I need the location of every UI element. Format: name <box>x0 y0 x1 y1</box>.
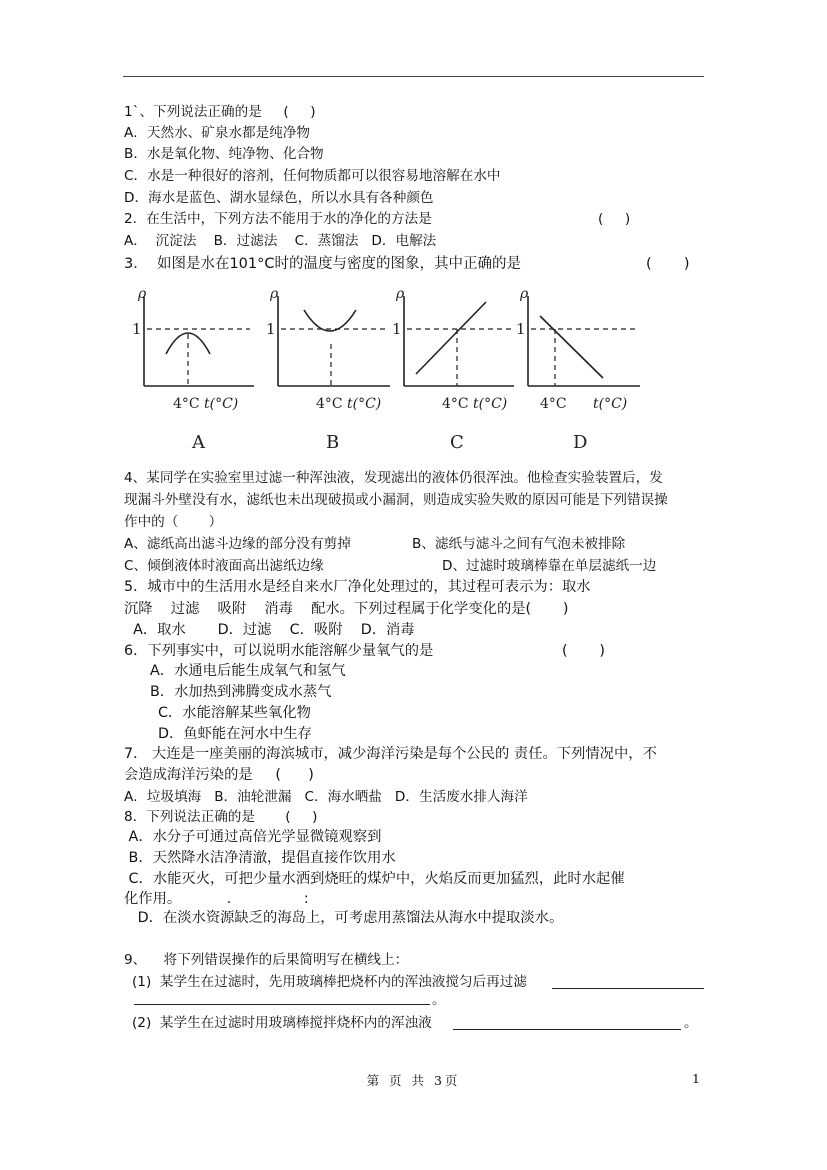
line-c <box>416 302 486 374</box>
x-tick-c: 4°C <box>442 396 469 412</box>
q1-option-b: B．水是氧化物、纯净物、化合物 <box>124 146 324 162</box>
q7-stem-line1: 7． 大连是一座美丽的海滨城市，减少海洋污染是每个公民的 责任。下列情况中，不 <box>124 746 657 762</box>
q5-stem-line1: 5．城市中的生活用水是经自来水厂净化处理过的，其过程可表示为：取水 <box>124 579 591 595</box>
q7-stem-line2: 会造成海洋污染的是 ( ) <box>124 767 314 783</box>
curve-b <box>304 310 356 331</box>
q4-stem-line2: 现漏斗外壁没有水，滤纸也未出现破损或小漏洞，则造成实验失败的原因可能是下列错误操 <box>124 492 668 508</box>
y-tick-c: 1 <box>392 320 402 338</box>
page-footer-text: 第 页 共 3页 <box>366 1073 461 1088</box>
q5-stem-line2: 沉降 过滤 吸附 消毒 配水。下列过程属于化学变化的是( ) <box>124 601 569 617</box>
q8-stem: 8．下列说法正确的是 ( ) <box>124 809 318 825</box>
panel-label-c: C <box>450 432 464 453</box>
x-tick-d: 4°C <box>540 396 567 412</box>
panel-label-b: B <box>326 432 340 453</box>
q8-option-c-cont: 化作用。 . : <box>124 891 309 907</box>
graph-a <box>144 296 254 386</box>
q4-option-d: D、过滤时玻璃棒靠在单层滤纸一边 <box>442 558 657 574</box>
q1-option-d: D．海水是蓝色、湖水显绿色，所以水具有各种颜色 <box>124 190 434 206</box>
header-rule <box>123 76 704 77</box>
graph-d <box>528 296 640 386</box>
x-tick-b: 4°C <box>316 396 343 412</box>
q2-answer-paren: ( ) <box>598 211 631 227</box>
q6-answer-paren: ( ) <box>562 643 605 659</box>
q1-option-c: C．水是一种很好的溶剂，任何物质都可以很容易地溶解在水中 <box>124 168 501 184</box>
q6-option-a: A．水通电后能生成氧气和氢气 <box>150 663 346 679</box>
density-temperature-figure <box>118 282 658 458</box>
q4-stem-line3: 作中的（ ） <box>124 514 223 530</box>
q9-item1-blank[interactable] <box>552 988 704 989</box>
y-tick-a: 1 <box>132 320 142 338</box>
q8-option-d: D．在淡水资源缺乏的海岛上，可考虑用蒸馏法从海水中提取淡水。 <box>124 910 564 926</box>
x-label-a: t(°C) <box>204 396 239 412</box>
q6-option-b: B．水加热到沸腾变成水蒸气 <box>150 684 332 700</box>
page-number: 1 <box>692 1071 700 1086</box>
q9-item2-blank[interactable] <box>453 1029 681 1030</box>
q4-option-a: A、滤纸高出滤斗边缘的部分没有剪掉 <box>124 536 351 552</box>
y-label-a: ρ <box>138 286 147 302</box>
y-label-b: ρ <box>270 286 279 302</box>
q1-option-a: A．天然水、矿泉水都是纯净物 <box>124 125 311 141</box>
x-label-c: t(°C) <box>473 396 508 412</box>
y-label-d: ρ <box>520 286 529 302</box>
x-tick-a: 4°C <box>173 396 200 412</box>
q6-stem: 6．下列事实中，可以说明水能溶解少量氧气的是 <box>124 643 434 659</box>
q8-option-a: A．水分子可通过高倍光学显微镜观察到 <box>124 829 382 845</box>
panel-label-a: A <box>192 432 205 453</box>
x-label-d: t(°C) <box>593 396 628 412</box>
q3-answer-paren: ( ) <box>646 256 690 272</box>
y-label-c: ρ <box>396 286 405 302</box>
q5-options: A．取水 D．过滤 C．吸附 D．消毒 <box>124 622 415 638</box>
q6-option-c: C．水能溶解某些氧化物 <box>158 705 311 721</box>
q9-item2-end: 。 <box>684 1015 698 1031</box>
q4-option-b: B、滤纸与滤斗之间有气泡未被排除 <box>412 536 626 552</box>
q9-item1-blank-cont[interactable] <box>134 1004 430 1005</box>
q7-options: A．垃圾填海 B．油轮泄漏 C．海水晒盐 D．生活废水排人海洋 <box>124 789 528 805</box>
graph-c <box>404 296 514 386</box>
q3-stem: 3． 如图是水在101°C时的温度与密度的图象，其中正确的是 <box>124 256 521 272</box>
q2-options: A． 沉淀法 B．过滤法 C．蒸馏法 D．电解法 <box>124 233 437 249</box>
q4-option-c: C、倾倒液体时液面高出滤纸边缘 <box>124 558 324 574</box>
q8-option-b: B．天然降水洁净清澈，提倡直接作饮用水 <box>124 850 396 866</box>
q8-option-c: C．水能灭火，可把少量水洒到烧旺的煤炉中，火焰反而更加猛烈，此时水起催 <box>124 871 625 887</box>
graph-b <box>278 296 390 386</box>
q9-item1: (1) 某学生在过滤时，先用玻璃棒把烧杯内的浑浊液搅匀后再过滤 <box>132 974 527 990</box>
x-label-b: t(°C) <box>347 396 382 412</box>
line-d <box>540 316 603 378</box>
q9-stem: 9、 将下列错误操作的后果简明写在横线上： <box>124 952 409 968</box>
q9-item1-end: 。 <box>432 992 446 1008</box>
q2-stem: 2．在生活中，下列方法不能用于水的净化的方法是 <box>124 211 432 227</box>
q1-stem: 1`、下列说法正确的是 ( ) <box>124 104 316 120</box>
q6-option-d: D．鱼虾能在河水中生存 <box>158 726 312 742</box>
y-tick-b: 1 <box>266 320 276 338</box>
q4-stem-line1: 4、某同学在实验室里过滤一种浑浊液，发现滤出的液体仍很浑浊。他检查实验装置后，发 <box>124 470 663 486</box>
q9-item2: (2) 某学生在过滤时用玻璃棒搅拌烧杯内的浑浊液 <box>132 1015 432 1031</box>
y-tick-d: 1 <box>516 320 526 338</box>
panel-label-d: D <box>573 432 588 453</box>
